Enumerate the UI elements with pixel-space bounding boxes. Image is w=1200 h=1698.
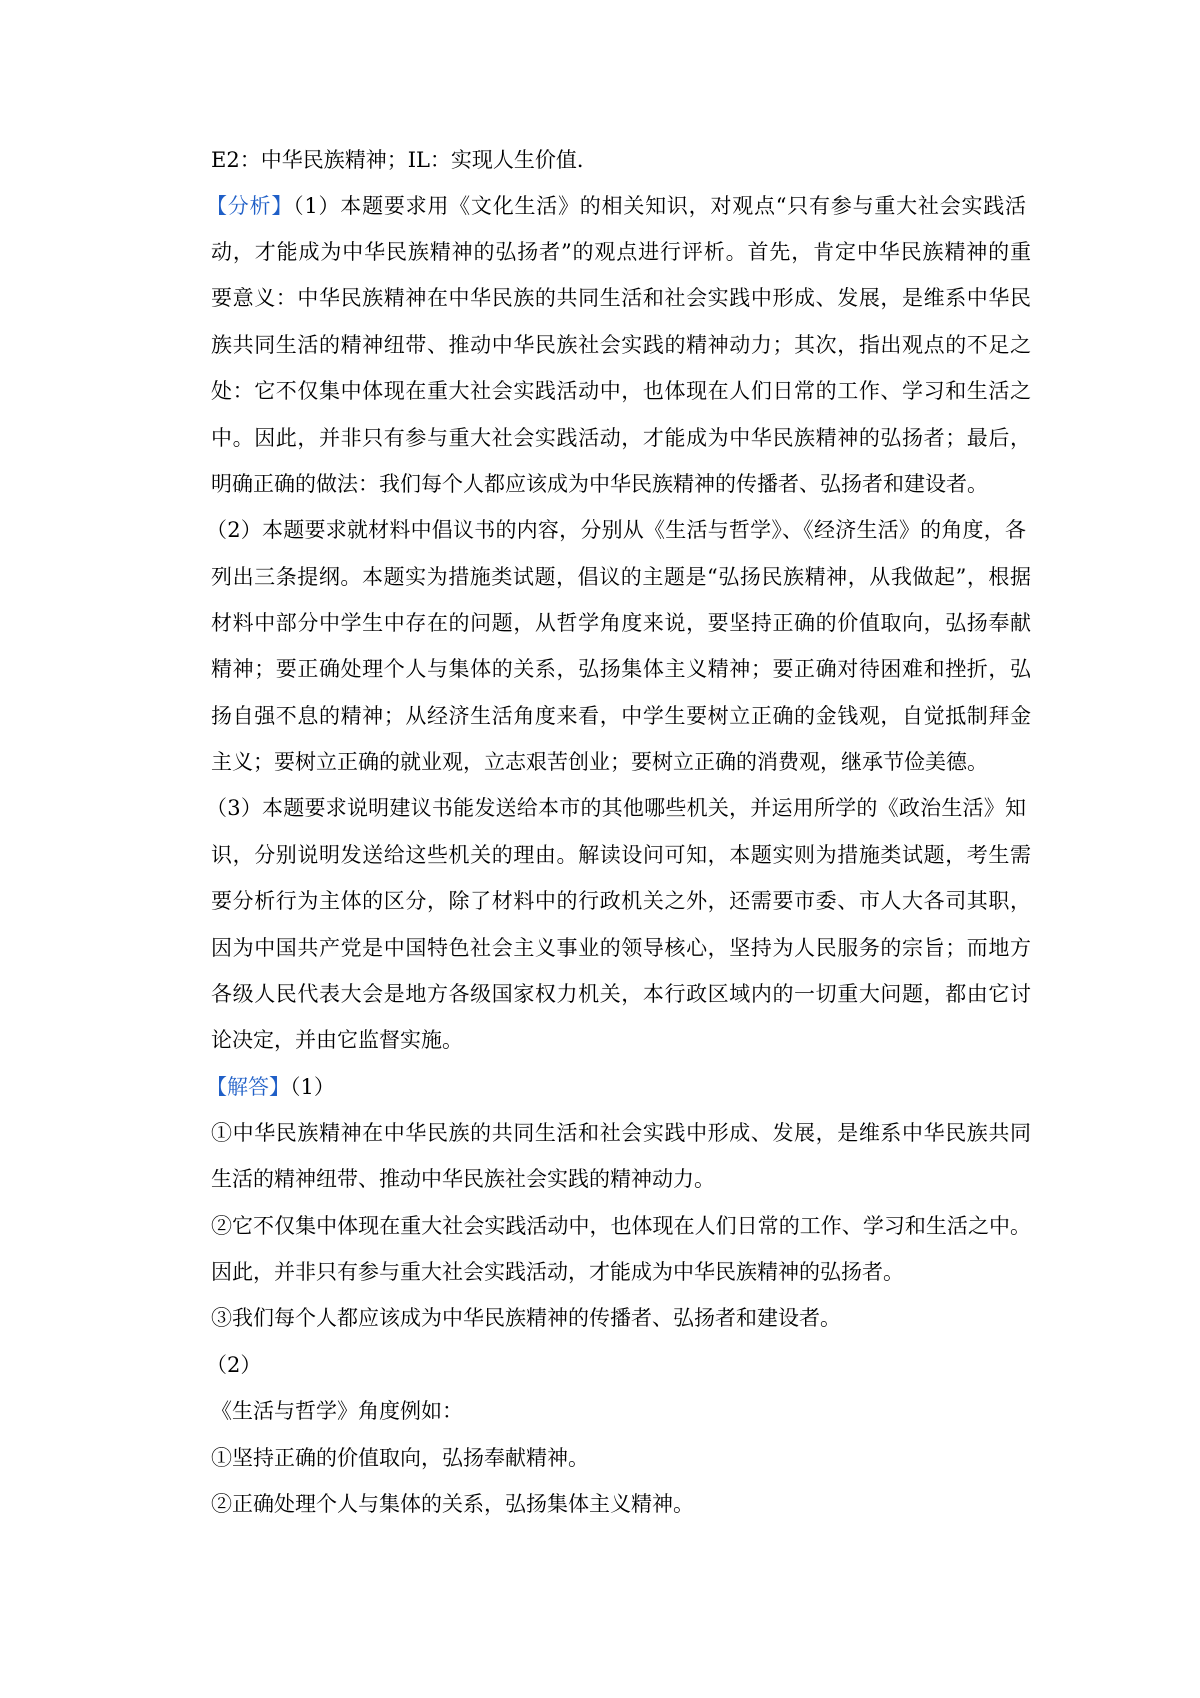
analysis-line: 中。因此，并非只有参与重大社会实践活动，才能成为中华民族精神的弘扬者；最后，	[211, 426, 1031, 450]
header-line: E2：中华民族精神；IL：实现人生价值．	[211, 148, 598, 172]
analysis-line: 要意义：中华民族精神在中华民族的共同生活和社会实践中形成、发展，是维系中华民	[211, 286, 1031, 310]
analysis-line: 论决定，并由它监督实施。	[211, 1028, 463, 1052]
answer-line: ②正确处理个人与集体的关系，弘扬集体主义精神。	[211, 1492, 694, 1516]
analysis-line: 因为中国共产党是中国特色社会主义事业的领导核心，坚持为人民服务的宗旨；而地方	[211, 936, 1031, 960]
analysis-line: 明确正确的做法：我们每个人都应该成为中华民族精神的传播者、弘扬者和建设者。	[211, 472, 988, 496]
analysis-line: （3）本题要求说明建议书能发送给本市的其他哪些机关，并运用所学的《政治生活》知	[206, 796, 1026, 820]
analysis-line: 材料中部分中学生中存在的问题，从哲学角度来说，要坚持正确的价值取向，弘扬奉献	[211, 611, 1031, 635]
analysis-line: 精神；要正确处理个人与集体的关系，弘扬集体主义精神；要正确对待困难和挫折，弘	[211, 657, 1031, 681]
answer-line: 《生活与哲学》角度例如：	[211, 1399, 463, 1423]
analysis-line: 要分析行为主体的区分，除了材料中的行政机关之外，还需要市委、市人大各司其职，	[211, 889, 1031, 913]
answer-line: （2）	[206, 1353, 262, 1377]
analysis-line: 识，分别说明发送给这些机关的理由。解读设问可知，本题实则为措施类试题，考生需	[211, 843, 1031, 867]
answer-first-line	[206, 1073, 1026, 1101]
answer-line: 因此，并非只有参与重大社会实践活动，才能成为中华民族精神的弘扬者。	[211, 1260, 904, 1284]
analysis-line: （2）本题要求就材料中倡议书的内容，分别从《生活与哲学》、《经济生活》的角度，各	[206, 518, 1026, 542]
answer-line: 生活的精神纽带、推动中华民族社会实践的精神动力。	[211, 1167, 715, 1191]
answer-line: ①坚持正确的价值取向，弘扬奉献精神。	[211, 1446, 589, 1470]
analysis-first-line-text: （1）本题要求用《文化生活》的相关知识，对观点“只有参与重大社会实践活	[293, 194, 1027, 218]
analysis-line: 扬自强不息的精神；从经济生活角度来看，中学生要树立正确的金钱观，自觉抵制拜金	[211, 704, 1031, 728]
answer-line: ③我们每个人都应该成为中华民族精神的传播者、弘扬者和建设者。	[211, 1306, 841, 1330]
analysis-line: 处：它不仅集中体现在重大社会实践活动中，也体现在人们日常的工作、学习和生活之	[211, 379, 1031, 403]
analysis-line: 族共同生活的精神纽带、推动中华民族社会实践的精神动力；其次，指出观点的不足之	[211, 333, 1031, 357]
analysis-first-line	[206, 192, 1026, 220]
analysis-line: 列出三条提纲。本题实为措施类试题，倡议的主题是“弘扬民族精神，从我做起”，根据	[211, 565, 1031, 589]
analysis-tag: 【分析】	[206, 194, 294, 218]
answer-line: ①中华民族精神在中华民族的共同生活和社会实践中形成、发展，是维系中华民族共同	[211, 1121, 1031, 1145]
analysis-line: 主义；要树立正确的就业观，立志艰苦创业；要树立正确的消费观，继承节俭美德。	[211, 750, 988, 774]
answer-line: ②它不仅集中体现在重大社会实践活动中，也体现在人们日常的工作、学习和生活之中。	[211, 1214, 1031, 1238]
analysis-line: 各级人民代表大会是地方各级国家权力机关，本行政区域内的一切重大问题，都由它讨	[211, 982, 1031, 1006]
answer-tag: 【解答】	[206, 1075, 290, 1099]
answer-first-line-text: （1）	[290, 1075, 335, 1099]
analysis-line: 动，才能成为中华民族精神的弘扬者”的观点进行评析。首先，肯定中华民族精神的重	[211, 240, 1031, 264]
